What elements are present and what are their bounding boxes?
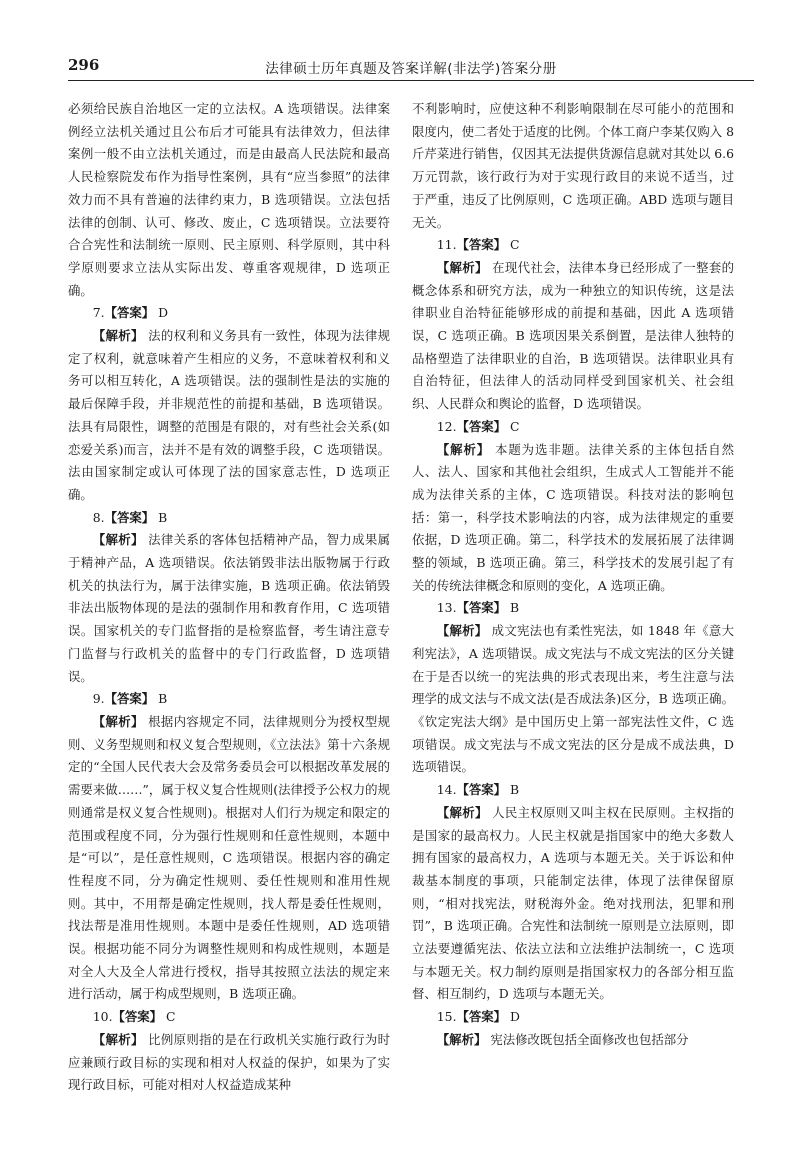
analysis-text: 成文宪法也有柔性宪法，如 1848 年《意大利宪法》，A 选项错误。成文宪法与不成文宪法的区分关键在于是否以统一的宪法典的形式表现出来，考生注意与法理学的成文法与不成文法(是否成法条)区分，B 选项正确。《钦定宪法大纲》是中国历史上第一部宪法性文件，C 选项错误。成文宪法与不成文宪法的区分是成不成法典，D 选项错误。	[412, 623, 734, 775]
analysis-q10	[68, 1029, 390, 1097]
answer-line-q12	[412, 416, 734, 439]
continued-paragraph: 不利影响时，应使这种不利影响限制在尽可能小的范围和限度内，使二者处于适度的比例。个体工商户李某仅购入 8 斤芹菜进行销售，仅因其无法提供货源信息就对其处以 6.6 万元罚款，该行政行为对于实现行政目的来说不适当，过于严重，违反了比例原则，C 选项正确。ABD 选项与题目无关。	[412, 101, 734, 230]
question-number: 9.	[92, 691, 105, 707]
question-number: 8.	[92, 509, 105, 525]
analysis-label: 【解析】	[436, 1031, 487, 1047]
analysis-label: 【解析】	[92, 532, 144, 548]
answer-value: D	[158, 305, 169, 321]
running-header	[68, 56, 754, 81]
answer-line-q15	[412, 1006, 734, 1029]
answer-line-q9	[68, 688, 390, 711]
answer-label: 【答案】	[456, 418, 507, 434]
page-number: 296	[68, 56, 100, 74]
analysis-q14	[412, 802, 734, 1006]
analysis-text: 在现代社会，法律本身已经形成了一整套的概念体系和研究方法，成为一种独立的知识传统，这是法律职业自治特征能够形成的前提和基础，因此 A 选项错误，C 选项正确。B 选项因果关系倒置，是法律人独特的品格塑造了法律职业的自治，B 选项错误。法律职业具有自治特征，但法律人的活动同样受到国家机关、社会组织、人民群众和舆论的监督，D 选项错误。	[412, 259, 734, 412]
analysis-text: 根据内容规定不同，法律规则分为授权型规则、义务型规则和权义复合型规则，《立法法》第十六条规定的“全国人民代表大会及常务委员会可以根据改革发展的需要来做……”，属于权义复合性规则(法律授予公权力的规则通常是权义复合性规则)。根据对人们行为规定和限定的范围或程度不同，分为强行性规则和任意性规则，本题中是“可以”，是任意性规则，C 选项错误。根据内容的确定性程度不同，分为确定性规则、委任性规则和准用性规则。其中，不用帮是确定性规则，找人帮是委任性规则，找法帮是准用性规则。本题中是委任性规则，AD 选项错误。根据功能不同分为调整性规则和构成性规则，本题是对全人大及全人常进行授权，指导其按照立法法的规定来进行活动，属于构成型规则，B 选项正确。	[68, 713, 390, 1002]
answer-value: B	[158, 509, 168, 525]
answer-value: C	[510, 418, 520, 434]
answer-label: 【答案】	[104, 509, 155, 525]
question-number: 13.	[436, 600, 457, 616]
answer-label: 【答案】	[456, 1009, 507, 1025]
analysis-label: 【解析】	[436, 259, 488, 275]
analysis-label: 【解析】	[92, 713, 144, 729]
analysis-text: 比例原则指的是在行政机关实施行政行为时应兼顾行政目标的实现和相对人权益的保护，如果为了实现行政目标，可能对相对人权益造成某种	[68, 1031, 390, 1093]
analysis-q8	[68, 529, 390, 688]
answer-label: 【答案】	[104, 691, 155, 707]
answer-label: 【答案】	[456, 237, 507, 253]
answer-line-q11	[412, 234, 734, 257]
answer-label: 【答案】	[456, 782, 507, 798]
answer-line-q13	[412, 597, 734, 620]
analysis-q12	[412, 439, 734, 598]
analysis-label: 【解析】	[92, 1031, 144, 1047]
right-column	[412, 98, 734, 1052]
question-number: 7.	[92, 305, 105, 321]
answer-label: 【答案】	[112, 1009, 163, 1025]
analysis-q11	[412, 257, 734, 416]
analysis-label: 【解析】	[436, 441, 491, 457]
answer-value: C	[166, 1009, 176, 1025]
analysis-text: 法律关系的客体包括精神产品，智力成果属于精神产品，A 选项错误。依法销毁非法出版物属于行政机关的执法行为，属于法律实施，B 选项正确。依法销毁非法出版物体现的是法的强制作用和教育作用，C 选项错误。国家机关的专门监督指的是检察监督，考生请注意专门监督与行政机关的监督中的专门行政监督，D 选项错误。	[68, 532, 390, 684]
analysis-text: 本题为选非题。法律关系的主体包括自然人、法人、国家和其他社会组织，生成式人工智能并不能成为法律关系的主体，C 选项错误。科技对法的影响包括：第一，科学技术影响法的内容，成为法律规定的重要依据，D 选项正确。第二，科学技术的发展拓展了法律调整的领域，B 选项正确。第三，科学技术的发展引起了有关的传统法律概念和原则的变化，A 选项正确。	[412, 441, 735, 593]
analysis-q7	[68, 325, 390, 507]
question-number: 10.	[92, 1009, 113, 1025]
analysis-label: 【解析】	[436, 804, 488, 820]
analysis-text: 人民主权原则又叫主权在民原则。主权指的是国家的最高权力。人民主权就是指国家中的绝大多数人拥有国家的最高权力，A 选项与本题无关。关于诉讼和仲裁基本制度的事项，只能制定法律，体现了法律保留原则，“相对找宪法，财税海外金。绝对找刑法，犯罪和刑罚”，B 选项正确。合宪性和法制统一原则是立法原则，即立法要遵循宪法、依法立法和立法维护法制统一，C 选项与本题无关。权力制约原则是指国家权力的各部分相互监督、相互制约，D 选项与本题无关。	[412, 804, 734, 1002]
answer-line-q8	[68, 507, 390, 530]
question-number: 15.	[436, 1009, 457, 1025]
analysis-q15	[412, 1029, 734, 1052]
continued-paragraph: 必须给民族自治地区一定的立法权。A 选项错误。法律案例经立法机关通过且公布后才可能具有法律效力，但法律案例一般不由立法机关通过，而是由最高人民法院和最高人民检察院发布作为指导性案例，具有“应当参照”的法律效力而不具有普遍的法律约束力，B 选项错误。立法包括法律的创制、认可、修改、废止，C 选项错误。立法要符合合宪性和法制统一原则、民主原则、科学原则，其中科学原则要求立法从实际出发、尊重客观规律，D 选项正确。	[68, 101, 390, 298]
analysis-q9	[68, 711, 390, 1006]
answer-label: 【答案】	[104, 305, 155, 321]
analysis-label: 【解析】	[92, 328, 144, 344]
left-column	[68, 98, 390, 1097]
answer-value: D	[510, 1009, 520, 1025]
question-number: 12.	[436, 418, 457, 434]
answer-line-q7	[68, 302, 390, 325]
question-number: 11.	[436, 237, 457, 253]
analysis-q13	[412, 620, 734, 779]
answer-value: B	[158, 691, 168, 707]
book-title: 法律硕士历年真题及答案详解(非法学)答案分册	[265, 61, 557, 77]
analysis-text: 宪法修改既包括全面修改也包括部分	[490, 1031, 689, 1047]
answer-label: 【答案】	[456, 600, 507, 616]
analysis-text: 法的权利和义务具有一致性，体现为法律规定了权利，就意味着产生相应的义务，不意味着权利和义务可以相互转化，A 选项错误。法的强制性是法的实施的最后保障手段，并非规范性的前提和基础，B 选项错误。法具有局限性，调整的范围是有限的，对有些社会关系(如恋爱关系)而言，法并不是有效的调整手段，C 选项错误。法由国家制定或认可体现了法的国家意志性，D 选项正确。	[68, 328, 390, 502]
answer-line-q14	[412, 779, 734, 802]
answer-value: B	[510, 600, 520, 616]
answer-value: C	[510, 237, 520, 253]
answer-value: B	[510, 782, 520, 798]
question-number: 14.	[436, 782, 457, 798]
analysis-label: 【解析】	[436, 623, 488, 639]
answer-line-q10	[68, 1006, 390, 1029]
